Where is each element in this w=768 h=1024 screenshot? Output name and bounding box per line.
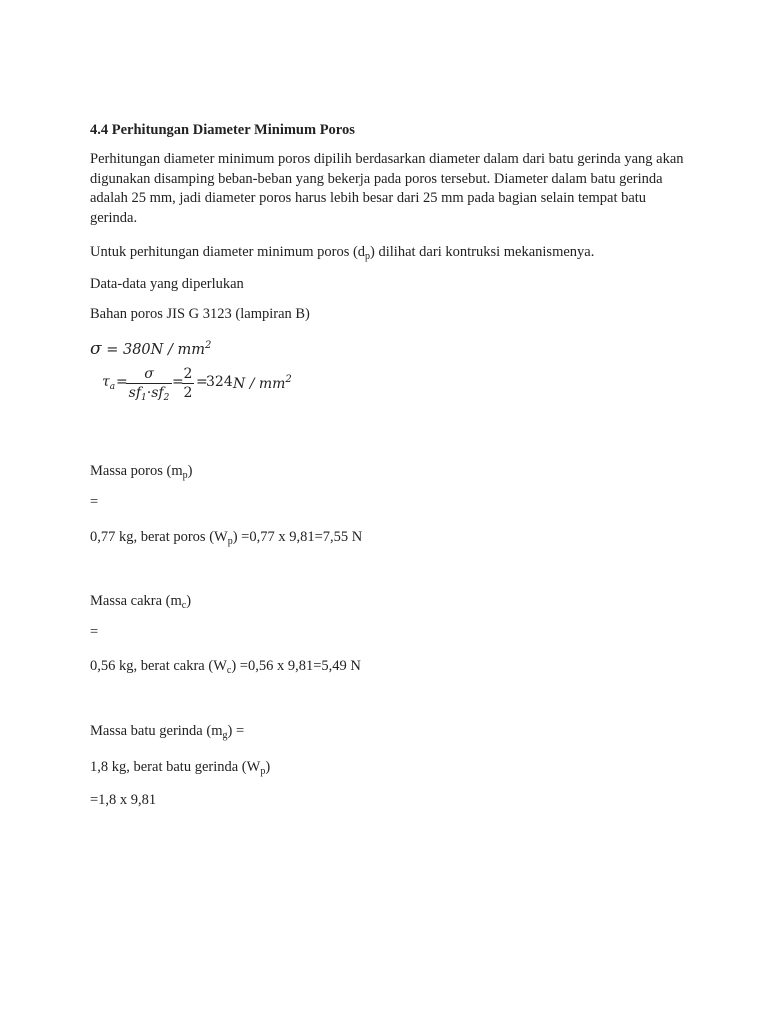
tau-frac2-numerator: 2 xyxy=(183,366,193,382)
massa-gerinda-value: 1,8 kg, berat batu gerinda $(W_p)$ xyxy=(90,759,271,777)
sigma-exponent: 2 xyxy=(204,340,212,351)
tau-symbol: $\tau_a$ xyxy=(102,374,116,392)
massa-poros-value: 0,77 kg, berat poros $(W_p) =0,77$ x 9,81=7,55 N xyxy=(90,529,363,547)
tau-frac1-numerator: σ xyxy=(126,366,172,384)
section-heading: 4.4 Perhitungan Diameter Minimum Poros xyxy=(90,122,355,138)
data-label: Data-data yang diperlukan xyxy=(90,276,244,292)
method-text-after: ) dilihat dari kontruksi mekanismenya. xyxy=(370,244,595,260)
massa-poros-label: Massa poros $(m_p)$ xyxy=(90,463,193,481)
tau-frac2-denominator: 2 xyxy=(183,385,193,401)
tau-eq3: = xyxy=(196,374,208,390)
tau-unit: N / $mm^2$ xyxy=(233,374,292,392)
massa-gerinda-calc: =1,8 x 9,81 xyxy=(90,792,157,808)
intro-paragraph: Perhitungan diameter minimum poros dipilih berdasarkan diameter dalam dari batu gerinda yang akan digunakan disamping beban-beban yang bekerja pada poros tersebut. Diameter dalam batu gerinda adalah 25 mm, jadi diameter poros harus lebih besar dari 25 mm pada bagian selain tempat batu gerinda. xyxy=(90,151,684,226)
tau-eq2: = xyxy=(172,374,184,390)
massa-cakra-value: 0,56 kg, berat cakra $(W_c) =0,56$ x 9,81=5,49 N xyxy=(90,658,361,676)
tau-frac1-denominator: $sf_1\cdot sf_2$ xyxy=(128,385,170,403)
massa-poros-equals: = xyxy=(90,494,99,510)
tau-value: 324 xyxy=(206,374,233,390)
massa-cakra-equals: = xyxy=(90,624,99,640)
material-line: Bahan poros JIS G 3123 (lampiran B) xyxy=(90,306,310,322)
method-text-before: Untuk perhitungan diameter minimum poros (d xyxy=(90,244,366,260)
method-paragraph xyxy=(90,243,594,266)
sigma-equation xyxy=(90,336,211,360)
massa-cakra-label: Massa cakra $(m_c)$ xyxy=(90,593,192,611)
tau-fraction-1 xyxy=(126,366,172,407)
sigma-rest: = 380N / mm xyxy=(101,342,205,358)
tau-eq1: = xyxy=(116,374,128,390)
sigma-symbol: σ xyxy=(90,339,102,359)
massa-gerinda-label: Massa batu gerinda $(m_g)$ = xyxy=(90,723,245,741)
method-subscript: p xyxy=(365,251,371,262)
tau-fraction-2 xyxy=(182,366,194,402)
